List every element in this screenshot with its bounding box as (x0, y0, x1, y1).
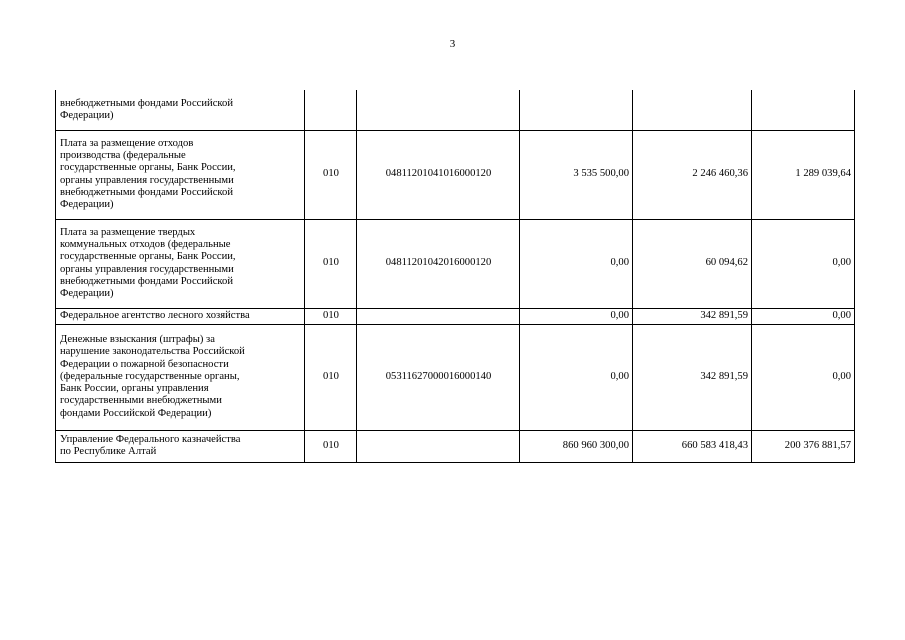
budget-classification-code-cell (357, 308, 520, 324)
income-name-cell: Плата за размещение отходов производства (федеральные государственные органы, Банк России, органы управления государственными внебюджетными фондами Российской Федерации) (56, 130, 305, 219)
unexecuted-amount-cell: 0,00 (752, 324, 855, 430)
approved-amount-cell: 860 960 300,00 (520, 430, 633, 462)
budget-classification-code-cell: 04811201041016000120 (357, 130, 520, 219)
table-row (56, 90, 855, 130)
unexecuted-amount-cell (752, 90, 855, 130)
approved-amount-cell: 3 535 500,00 (520, 130, 633, 219)
table-row (56, 430, 855, 462)
table-row (56, 324, 855, 430)
line-code-cell: 010 (305, 308, 357, 324)
line-code-cell: 010 (305, 324, 357, 430)
line-code-cell: 010 (305, 430, 357, 462)
income-name-cell: Плата за размещение твердых коммунальных отходов (федеральные государственные органы, Банк России, органы управления государственными внебюджетными фондами Российской Федерации) (56, 219, 305, 308)
page-number: 3 (449, 38, 456, 50)
income-name-cell: Федеральное агентство лесного хозяйства (56, 308, 305, 324)
table-row (56, 130, 855, 219)
unexecuted-amount-cell: 0,00 (752, 219, 855, 308)
income-name-cell: Денежные взыскания (штрафы) за нарушение законодательства Российской Федерации о пожарной безопасности (федеральные государственные органы, Банк России, органы управления государственными внебюджетными фондами Российской Федерации) (56, 324, 305, 430)
approved-amount-cell: 0,00 (520, 308, 633, 324)
unexecuted-amount-cell: 1 289 039,64 (752, 130, 855, 219)
table-row (56, 219, 855, 308)
approved-amount-cell: 0,00 (520, 219, 633, 308)
budget-execution-table (55, 90, 855, 463)
income-name-cell: Управление Федерального казначейства по Республике Алтай (56, 430, 305, 462)
approved-amount-cell: 0,00 (520, 324, 633, 430)
table-row (56, 308, 855, 324)
unexecuted-amount-cell: 200 376 881,57 (752, 430, 855, 462)
line-code-cell (305, 90, 357, 130)
approved-amount-cell (520, 90, 633, 130)
unexecuted-amount-cell: 0,00 (752, 308, 855, 324)
line-code-cell: 010 (305, 130, 357, 219)
line-code-cell: 010 (305, 219, 357, 308)
executed-amount-cell: 660 583 418,43 (633, 430, 752, 462)
executed-amount-cell (633, 90, 752, 130)
executed-amount-cell: 2 246 460,36 (633, 130, 752, 219)
executed-amount-cell: 342 891,59 (633, 324, 752, 430)
income-name-cell: внебюджетными фондами Российской Федерации) (56, 90, 305, 130)
budget-classification-code-cell: 05311627000016000140 (357, 324, 520, 430)
budget-classification-code-cell (357, 430, 520, 462)
executed-amount-cell: 342 891,59 (633, 308, 752, 324)
budget-classification-code-cell (357, 90, 520, 130)
budget-classification-code-cell: 04811201042016000120 (357, 219, 520, 308)
executed-amount-cell: 60 094,62 (633, 219, 752, 308)
